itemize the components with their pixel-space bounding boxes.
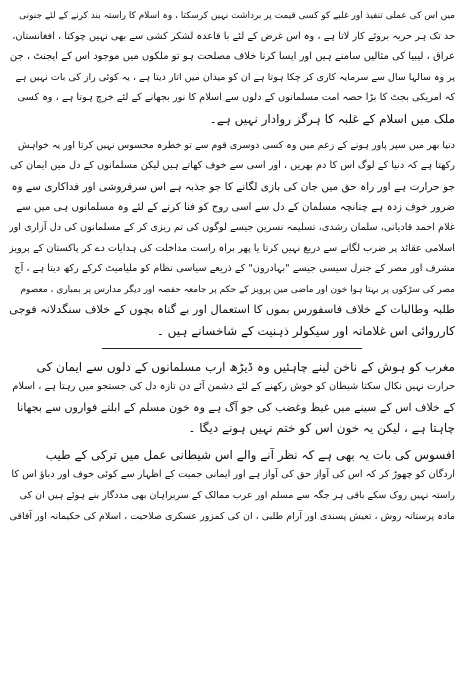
text-line: افسوس کی بات یہ بھی ہے کہ نظر آنے والے اس شیطانی عمل میں ترکی کے طیب bbox=[45, 447, 455, 462]
paragraph-4 bbox=[9, 445, 455, 527]
text-line: کے خلاف اس کے سینے میں غیظ وغضب کی جو آگ ہے وہ خون مسلم کے ابلتے فواروں سے بجھانا bbox=[16, 400, 455, 414]
text-line: ملک میں اسلام کے غلبہ کا ہرگز روادار نہیں ہے۔ bbox=[209, 111, 455, 126]
text-line: مصر کی سڑکوں پر بہتا ہوا خون اور ماضی میں پرویز کے حکم پر جامعہ حفصہ اور دیگر مدارس پر بمباری ، معصوم bbox=[20, 284, 455, 295]
text-line: جو حرارت ہے اور راہ حق میں جان کی بازی لگانے کا جو جذبہ ہے اس سرفروشی اور فداکاری سے وہ bbox=[11, 180, 455, 193]
text-line: کارروائی اس غلامانہ اور سیکولر ذہنیت کے شاخسانے ہیں ۔ bbox=[156, 323, 455, 338]
text-line: مشرف اور مصر کے جنرل سیسی جیسے "بہادروں" کے ذریعے سیاسی نظام کو ملیامیٹ کرکے رکھ دیتا ہے ، آج bbox=[14, 263, 455, 275]
text-line: غلام احمد قادیانی، سلمان رشدی، تسلیمہ نسرین جیسے لوگوں کی تم ریزی کر کے مسلمانوں کی دل آزاری اور bbox=[9, 221, 455, 233]
text-line: چاہتا ہے ، لیکن یہ خون اس کو ختم نہیں ہونے دیگا ۔ bbox=[188, 421, 455, 436]
text-line: رکھتا ہے کہ دنیا کے لوگ اس کا دم بھریں ، اور اسی سے خوف کھاتے ہیں لیکن مسلمانوں کے دل میں ایمان کی bbox=[10, 160, 455, 172]
text-line: کہ امریکی بجٹ کا بڑا حصہ امت مسلمانوں کے دلوں سے اسلام کا نور بجھانے کے لئے خرچ ہوتا ہے ، وہ کسی bbox=[17, 92, 455, 104]
text-line: حد تک ہر حربہ بروئے کار لاتا ہے ، وہ اس غرض کے لئے با قاعدہ لشکر کشی سے بھی نہیں چوکتا ، افغانستان، bbox=[12, 30, 455, 42]
text-line: راستہ نہیں روک سکے باقی ہر جگہ سے مسلم اور عرب ممالک کے سربراہان بھی مددگار بنے ہوئے ہیں ان کی bbox=[19, 490, 455, 502]
text-line: میں اس کی عملی تنفیذ اور غلبے کو کسی قیمت پر برداشت نہیں کرسکتا ، وہ اسلام کا راستہ بند کرنے کے لئے جنونی bbox=[19, 11, 455, 21]
paragraph-2 bbox=[9, 136, 455, 342]
text-line: دنیا بھر میں سپر پاور ہونے کے زعم میں وہ کسی دوسری قوم سے تو خطرہ محسوس نہیں کرتا اور یہ خواہش bbox=[17, 139, 455, 151]
text-line: اسلامی عقائد پر ضرب لگانے سے دریغ نہیں کرتا یا پھر براہ راست مداخلت کی ہدایات دے کر پاکستان کے پرویز bbox=[9, 242, 455, 254]
text-line: ضرور خوف زدہ ہے چنانچہ مسلمان کے دل سے اسی روح کو فنا کرنے کے لئے وہ مسلمانوں ہی میں سے bbox=[16, 201, 455, 214]
text-line: طلبہ وطالبات کے خلاف فاسفورس بموں کا استعمال اور بے گناہ بچوں کے خلاف سنگدلانہ فوجی bbox=[9, 303, 455, 317]
text-line: اردگان کو چھوڑ کر کہ اس کی آواز حق کی آواز ہے اور ایمانی حمیت کے اظہار سے کوئی خوف اور دباؤ اس کا bbox=[11, 469, 455, 481]
text-line: پر وہ سالہا سال سے سرمایہ کاری کر چکا ہوتا ہے ان کو میدان میں اتار دیتا ہے ، یہ کوئی راز کی بات نہیں ہے bbox=[15, 71, 455, 83]
text-line: مغرب کو ہوش کے ناخن لینے چاہئیں وہ ڈیڑھ ارب مسلمانوں کے دلوں سے ایمان کی bbox=[36, 359, 455, 374]
text-line: مادہ پرستانہ روش ، تعیش پسندی اور آرام طلبی ، ان کی کمزور عسکری صلاحیت ، اسلام کی حکیمانہ اور آفاقی bbox=[9, 510, 455, 522]
section-divider bbox=[102, 348, 362, 349]
text-line: حرارت نہیں نکال سکتا شیطان کو خوش رکھنے کے لئے دشمن آئے دن تازہ دل کی جستجو میں رہتا ہے ، اسلام bbox=[12, 381, 455, 393]
paragraph-3 bbox=[9, 357, 455, 439]
text-line: عراق ، لیبیا کی مثالیں سامنے ہیں اور ایسا کرنا خلاف مصلحت ہو تو ملکوں میں موجود اس کے ایجنٹ ، جن bbox=[9, 51, 455, 63]
paragraph-1 bbox=[9, 6, 455, 130]
